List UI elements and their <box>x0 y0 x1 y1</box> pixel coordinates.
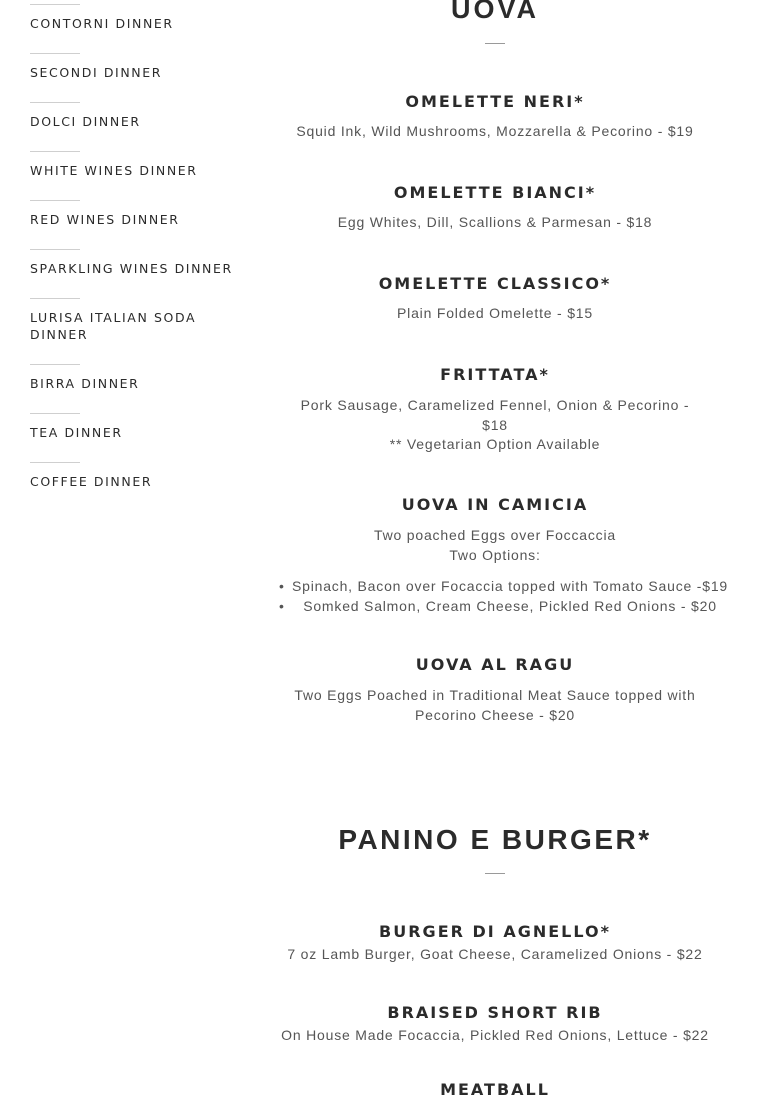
sidebar-item-tea-dinner[interactable] <box>30 409 245 458</box>
sidebar-item-birra-dinner[interactable] <box>30 360 245 409</box>
sidebar-item-dolci-dinner[interactable] <box>30 98 245 147</box>
sidebar-item-label: DOLCI DINNER <box>30 114 141 129</box>
option-text: Spinach, Bacon over Focaccia topped with Tomato Sauce -$19 <box>291 578 729 594</box>
sidebar-item-label: BIRRA DINNER <box>30 376 140 391</box>
sidebar-item-label: LURISA ITALIAN SODA DINNER <box>30 310 197 342</box>
sidebar-item-label: WHITE WINES DINNER <box>30 163 198 178</box>
option-text: Somked Salmon, Cream Cheese, Pickled Red Onions - $20 <box>303 598 717 614</box>
sidebar-item-label: TEA DINNER <box>30 425 123 440</box>
sidebar-item-label: COFFEE DINNER <box>30 474 153 489</box>
sidebar-item-label: RED WINES DINNER <box>30 212 180 227</box>
menu-item-options-list <box>275 576 745 616</box>
sidebar-item-lurisa-italian-soda-dinner[interactable] <box>30 294 245 360</box>
sidebar-item-red-wines-dinner[interactable] <box>30 196 245 245</box>
menu-item-price: $18 <box>482 416 508 433</box>
menu-item-name: UOVA IN CAMICIA <box>401 495 589 514</box>
menu-item-uova-al-ragu <box>275 655 715 725</box>
menu-item-price: Pecorino Cheese - $20 <box>415 706 575 723</box>
menu-item-name: BURGER DI AGNELLO* <box>379 922 611 941</box>
menu-item-name: UOVA AL RAGU <box>415 655 575 674</box>
section-divider <box>485 873 505 874</box>
menu-item-uova-in-camicia <box>275 495 715 565</box>
menu-item-description: Egg Whites, Dill, Scallions & Parmesan - $18 <box>337 214 653 230</box>
sidebar-item-sparkling-wines-dinner[interactable] <box>30 245 245 294</box>
menu-item-name: MEATBALL <box>440 1080 550 1099</box>
menu-item-description: Two poached Eggs over Foccaccia <box>374 527 616 543</box>
sidebar-item-label: CONTORNI DINNER <box>30 16 174 31</box>
list-item <box>275 576 745 596</box>
menu-item-name: FRITTATA* <box>440 365 550 384</box>
sidebar-item-label: SECONDI DINNER <box>30 65 163 80</box>
section-divider <box>485 43 505 44</box>
sidebar-item-contorni-dinner[interactable] <box>30 0 245 49</box>
menu-item-note: ** Vegetarian Option Available <box>389 436 601 452</box>
menu-item-description: Squid Ink, Wild Mushrooms, Mozzarella & Pecorino - $19 <box>296 123 694 139</box>
sidebar-nav <box>30 0 245 507</box>
sidebar-item-secondi-dinner[interactable] <box>30 49 245 98</box>
section-title-uova: UOVA <box>450 0 539 24</box>
section-title-panino-e-burger: PANINO E BURGER* <box>338 824 652 855</box>
sidebar-item-label: SPARKLING WINES DINNER <box>30 261 233 276</box>
menu-item-burger-di-agnello <box>275 922 715 965</box>
menu-item-description: 7 oz Lamb Burger, Goat Cheese, Caramelized Onions - $22 <box>287 946 703 962</box>
sidebar-item-white-wines-dinner[interactable] <box>30 147 245 196</box>
menu-item-name: OMELETTE CLASSICO* <box>378 274 612 293</box>
menu-item-name: OMELETTE BIANCI* <box>393 183 597 202</box>
menu-item-description: Pork Sausage, Caramelized Fennel, Onion & Pecorino - <box>300 397 690 413</box>
menu-item-description: On House Made Focaccia, Pickled Red Onions, Lettuce - $22 <box>281 1027 709 1043</box>
menu-item-braised-short-rib <box>275 1003 715 1046</box>
sidebar-item-coffee-dinner[interactable] <box>30 458 245 507</box>
menu-content <box>275 0 729 1099</box>
menu-item-description: Plain Folded Omelette - $15 <box>397 305 593 321</box>
menu-item-omelette-classico <box>275 274 715 324</box>
menu-item-options-label: Two Options: <box>449 546 541 563</box>
menu-item-name: BRAISED SHORT RIB <box>387 1003 603 1022</box>
menu-item-omelette-bianci <box>275 183 715 233</box>
menu-item-frittata <box>275 365 715 455</box>
menu-item-omelette-neri <box>275 92 715 142</box>
menu-item-name: OMELETTE NERI* <box>405 92 585 111</box>
list-item <box>275 596 745 616</box>
menu-item-description: Two Eggs Poached in Traditional Meat Sauce topped with <box>294 687 696 703</box>
